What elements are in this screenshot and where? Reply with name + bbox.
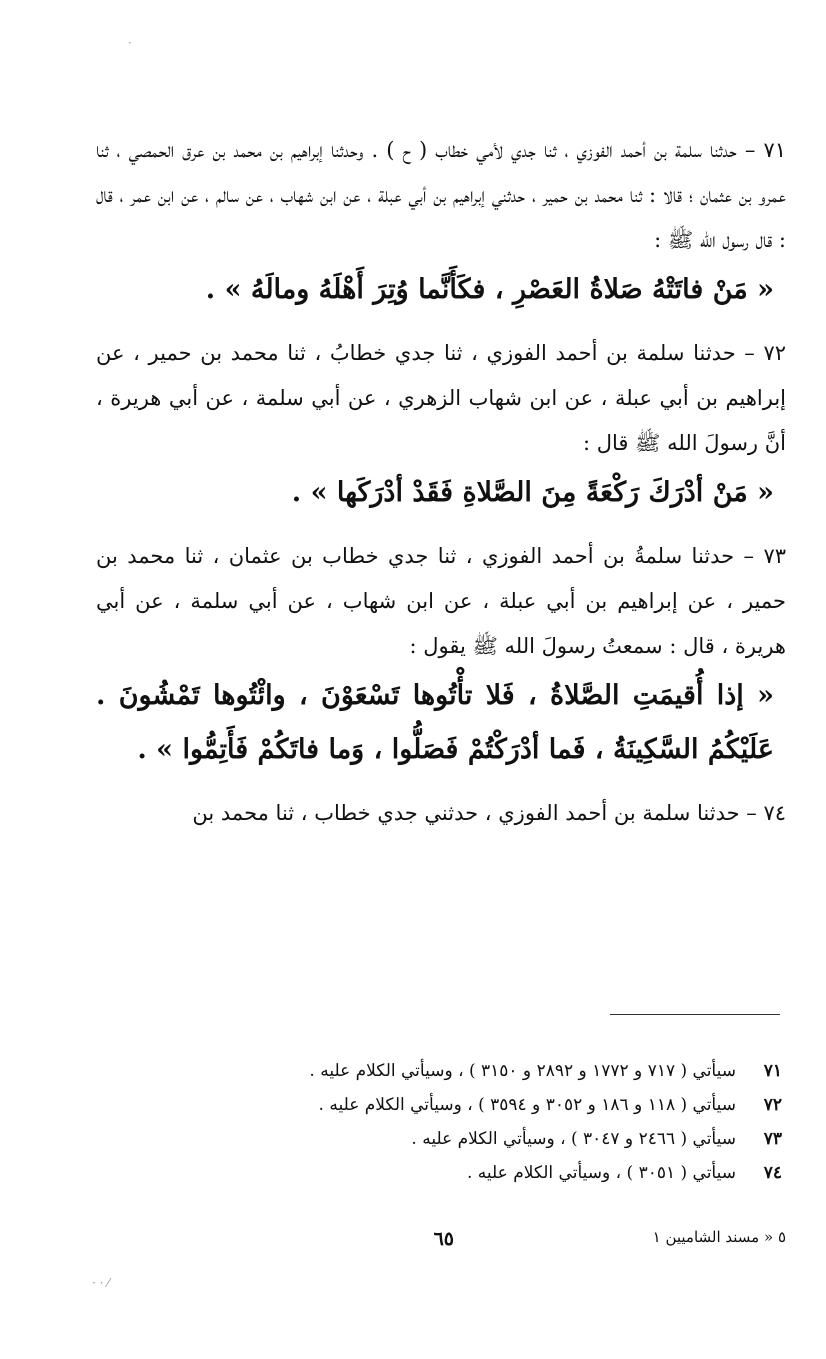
footnote-number: ٧١: [763, 1061, 782, 1081]
hadith-72: « مَنْ أدْرَكَ رَكْعَةً مِنَ الصَّلاةِ فَقَدْ أدْرَكَها » .: [291, 477, 774, 508]
footnote-text: سيأتي ( ١١٨ و ١٨٦ و ٣٠٥٢ و ٣٥٩٤ ) ، وسيأتي الكلام عليه .: [318, 1095, 736, 1115]
footnote-number: ٧٤: [763, 1163, 782, 1183]
scan-speck: ·: [128, 36, 132, 50]
footnotes: [160, 1054, 782, 1190]
footnote-separator: [610, 1014, 780, 1015]
footnote-73: [160, 1122, 782, 1156]
footnote-text: سيأتي ( ٧١٧ و ١٧٧٢ و ٢٨٩٢ و ٣١٥٠ ) ، وسيأتي الكلام عليه .: [309, 1061, 736, 1081]
paragraph-72: ٧٢ – حدثنا سلمة بن أحمد الفوزي ، ثنا جدي خطابُ ، ثنا محمد بن حمير ، عن إبراهيم بن أبي عبلة ، عن ابن شهاب الزهري ، عن أبي سلمة ، عن أبي هريرة ، أنَّ رسولَ الله ﷺ قال :: [96, 341, 786, 455]
footer-source: ٥ « مسند الشاميين ١: [652, 1228, 786, 1246]
paragraph-74: ٧٤ – حدثنا سلمة بن أحمد الفوزي ، حدثني جدي خطاب ، ثنا محمد بن: [192, 801, 786, 825]
page-number: ٦٥: [433, 1228, 454, 1250]
footnote-number: ٧٣: [763, 1129, 782, 1149]
footnote-74: [160, 1156, 782, 1190]
scan-speck: · · ⁄: [92, 1276, 110, 1290]
footnote-72: [160, 1088, 782, 1122]
footnote-text: سيأتي ( ٣٠٥١ ) ، وسيأتي الكلام عليه .: [466, 1163, 736, 1183]
paragraph-73: ٧٣ – حدثنا سلمةُ بن أحمد الفوزي ، ثنا جدي خطاب بن عثمان ، ثنا محمد بن حمير ، عن إبراهيم بن أبي عبلة ، عن ابن شهاب ، عن أبي سلمة ، عن أبي هريرة ، قال : سمعتُ رسولَ الله ﷺ يقول :: [96, 544, 786, 658]
footnote-number: ٧٢: [763, 1095, 782, 1115]
hadith-73: « إذا أُقيمَتِ الصَّلاةُ ، فَلا تأْتُوها تَسْعَوْنَ ، وائْتُوها تَمْشُونَ . عَلَيْكُمُ السَّكِينَةُ ، فَما أدْرَكْتُمْ فَصَلُّوا ، وَما فاتَكُمْ فَأَتِمُّوا » .: [96, 680, 774, 765]
hadith-71: « مَنْ فاتَتْهُ صَلاةُ العَصْرِ ، فكَأَنَّما وُتِرَ أَهْلَهُ ومالَهُ » .: [205, 274, 774, 305]
main-text: [96, 128, 786, 836]
page-footer: [0, 1228, 826, 1258]
footnote-71: [160, 1054, 782, 1088]
paragraph-71: ٧١ – حدثنا سلمة بن أحمد الفوزي ، ثنا جدي لأمي خطاب ( ح ) . وحدثنا إبراهيم بن محمد بن عرق الحمصي ، ثنا عمرو بن عثمان ؛ قالا : ثنا محمد بن حمير ، حدثني إبراهيم بن أبي عبلة ، عن ابن شهاب ، عن سالم ، عن ابن عمر ، قال : قال رسول الله ﷺ :: [96, 138, 786, 252]
footnote-text: سيأتي ( ٢٤٦٦ و ٣٠٤٧ ) ، وسيأتي الكلام عليه .: [411, 1129, 736, 1149]
